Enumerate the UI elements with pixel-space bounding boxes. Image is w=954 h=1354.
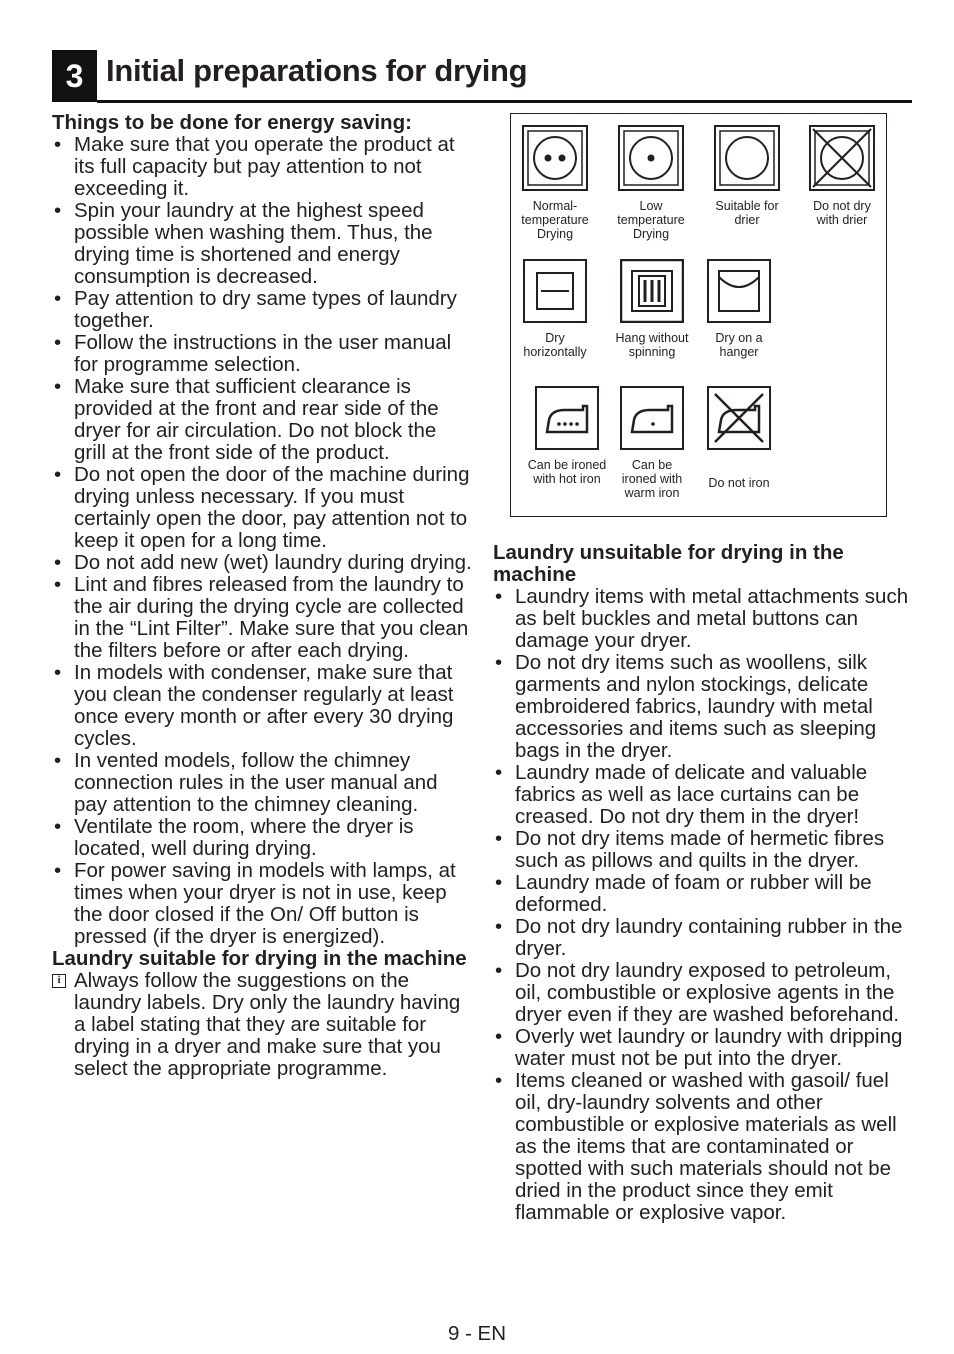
list-item: • In models with condenser, make sure that you clean the condenser regularly at least once every month or after every 30 drying cycles. bbox=[52, 662, 472, 750]
symbol-iron-warm bbox=[615, 386, 689, 500]
symbol-caption: Hang without spinning bbox=[615, 331, 689, 359]
symbol-caption: Do not dry with drier bbox=[813, 199, 871, 227]
info-note-text: Always follow the suggestions on the laundry labels. Dry only the laundry having a label stating that they are suitable for drying in a dryer and make sure that you select the appropriate programme. bbox=[74, 969, 461, 1080]
page-title: Initial preparations for drying bbox=[106, 53, 528, 88]
list-item: • Do not add new (wet) laundry during drying. bbox=[52, 552, 472, 574]
list-item: • Lint and fibres released from the laundry to the air during the drying cycle are collected in the “Lint Filter”. Make sure that you clean the filters before or after each drying. bbox=[52, 574, 472, 662]
drip-dry-icon bbox=[620, 259, 684, 323]
symbol-do-not-tumble bbox=[801, 125, 883, 227]
list-item: • Spin your laundry at the highest speed possible when washing them. Thus, the drying time is shortened and energy consumption is decreased. bbox=[52, 200, 472, 288]
list-item: • In vented models, follow the chimney connection rules in the user manual and pay attention to the chimney cleaning. bbox=[52, 750, 472, 816]
do-not-tumble-dry-icon bbox=[809, 125, 875, 191]
info-note bbox=[52, 970, 472, 1080]
symbol-caption: Dry horizontally bbox=[523, 331, 587, 359]
list-item: • Overly wet laundry or laundry with dripping water must not be put into the dryer. bbox=[493, 1026, 913, 1070]
symbol-drip-dry bbox=[610, 259, 694, 359]
symbol-dry-flat bbox=[514, 259, 596, 359]
list-item: • Ventilate the room, where the dryer is located, well during drying. bbox=[52, 816, 472, 860]
symbol-iron-hot bbox=[517, 386, 617, 486]
dry-flat-icon bbox=[523, 259, 587, 323]
list-item: • Make sure that sufficient clearance is provided at the front and rear side of the dryer for air circulation. Do not block the grill at the front side of the product. bbox=[52, 376, 472, 464]
symbol-caption: Normal- temperature Drying bbox=[521, 199, 589, 241]
symbol-caption: Dry on a hanger bbox=[715, 331, 763, 359]
symbol-caption: Can be ironed with warm iron bbox=[621, 458, 683, 500]
list-item: • Do not dry items such as woollens, silk garments and nylon stockings, delicate embroidered fabrics, laundry with metal accessories and items such as sleeping bags in the dryer. bbox=[493, 652, 913, 762]
tumble-dry-low-icon bbox=[618, 125, 684, 191]
iron-warm-icon bbox=[620, 386, 684, 450]
tumble-dry-normal-icon bbox=[522, 125, 588, 191]
symbol-caption: Low temperature Drying bbox=[617, 199, 685, 241]
list-item: • Laundry made of foam or rubber will be deformed. bbox=[493, 872, 913, 916]
section-number: 3 bbox=[52, 50, 97, 102]
right-column bbox=[493, 542, 913, 1224]
do-not-iron-icon bbox=[707, 386, 771, 450]
iron-hot-icon bbox=[535, 386, 599, 450]
symbol-caption: Do not iron bbox=[708, 476, 770, 490]
list-item: • Make sure that you operate the product at its full capacity but pay attention to not exceeding it. bbox=[52, 134, 472, 200]
unsuitable-laundry-list bbox=[493, 586, 913, 1224]
left-column bbox=[52, 112, 472, 1080]
symbol-suitable-drier bbox=[706, 125, 788, 227]
symbol-do-not-iron bbox=[703, 386, 775, 490]
symbol-dry-hanger bbox=[706, 259, 772, 359]
page-number: 9 - EN bbox=[447, 1322, 507, 1345]
energy-saving-heading: Things to be done for energy saving: bbox=[52, 111, 412, 134]
list-item: • Pay attention to dry same types of laundry together. bbox=[52, 288, 472, 332]
unsuitable-laundry-heading: Laundry unsuitable for drying in the machine bbox=[493, 541, 844, 586]
list-item: • Do not open the door of the machine during drying unless necessary. If you must certainly open the door, pay attention not to keep it open for a long time. bbox=[52, 464, 472, 552]
list-item: • Do not dry laundry exposed to petroleum, oil, combustible or explosive agents in the dryer even if they are washed beforehand. bbox=[493, 960, 913, 1026]
list-item: • Follow the instructions in the user manual for programme selection. bbox=[52, 332, 472, 376]
title-rule bbox=[97, 100, 912, 103]
info-icon: i bbox=[52, 974, 66, 988]
list-item: • Items cleaned or washed with gasoil/ fuel oil, dry-laundry solvents and other combustible or explosive materials as well as the items that are contaminated or spotted with such materials should not be dried in the product since they emit flammable or explosive vapor. bbox=[493, 1070, 913, 1224]
list-item: • Laundry items with metal attachments such as belt buckles and metal buttons can damage your dryer. bbox=[493, 586, 913, 652]
list-item: • Do not dry items made of hermetic fibres such as pillows and quilts in the dryer. bbox=[493, 828, 913, 872]
tumble-dry-icon bbox=[714, 125, 780, 191]
energy-saving-list bbox=[52, 134, 472, 948]
symbol-low-temp bbox=[610, 125, 692, 241]
symbol-normal-temp bbox=[514, 125, 596, 241]
symbol-caption: Suitable for drier bbox=[715, 199, 779, 227]
symbol-caption: Can be ironed with hot iron bbox=[527, 458, 607, 486]
care-symbols-panel bbox=[510, 113, 887, 517]
line-dry-icon bbox=[707, 259, 771, 323]
suitable-laundry-heading: Laundry suitable for drying in the machine bbox=[52, 947, 467, 970]
list-item: • Laundry made of delicate and valuable fabrics as well as lace curtains can be creased. Do not dry them in the dryer! bbox=[493, 762, 913, 828]
list-item: • For power saving in models with lamps, at times when your dryer is not in use, keep the door closed if the On/ Off button is pressed (if the dryer is energized). bbox=[52, 860, 472, 948]
list-item: • Do not dry laundry containing rubber in the dryer. bbox=[493, 916, 913, 960]
